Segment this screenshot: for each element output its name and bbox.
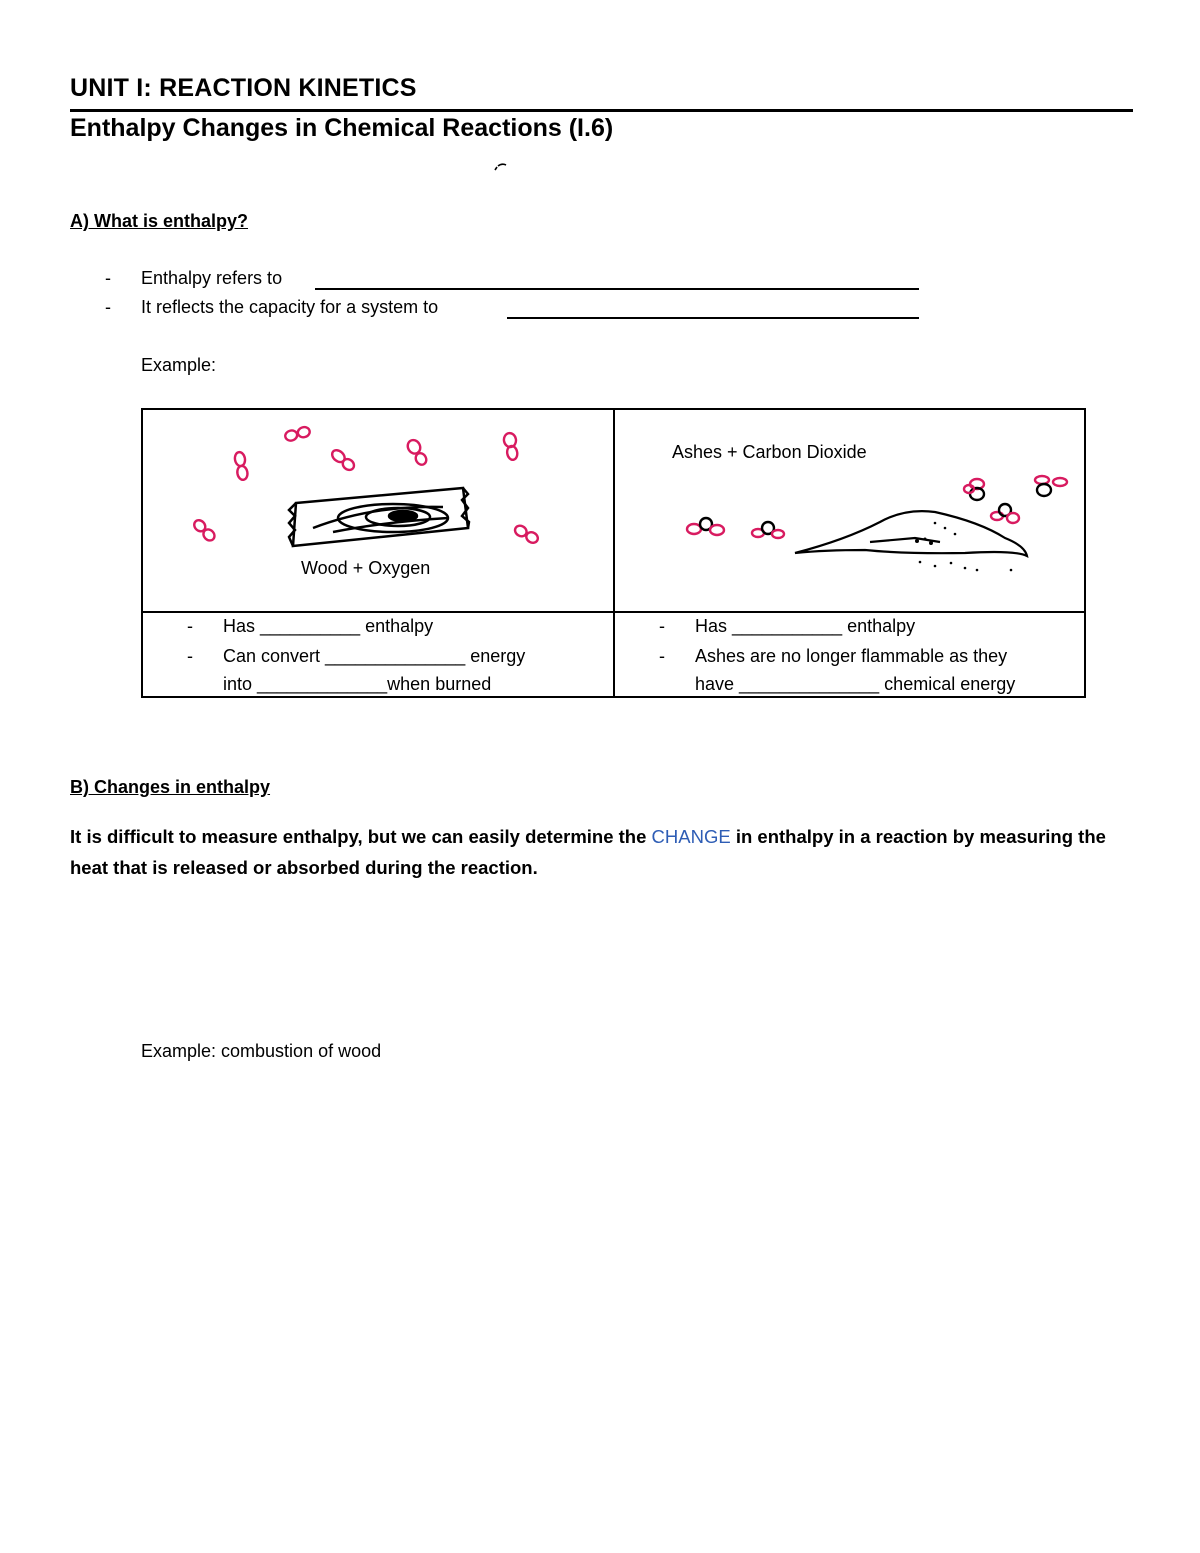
wood-oxygen-caption: Wood + Oxygen — [301, 558, 431, 578]
unit-title: UNIT I: REACTION KINETICS — [70, 74, 417, 102]
bullet-dash: - — [187, 616, 193, 636]
example-label: Example: — [141, 355, 217, 375]
fill-in-blank-line[interactable] — [507, 317, 919, 319]
capacity-text: It reflects the capacity for a system to — [141, 297, 439, 317]
co2-molecule-icons — [687, 476, 1067, 538]
title-rule — [70, 109, 1133, 112]
section-b-heading: B) Changes in enthalpy — [70, 777, 271, 797]
section-b-paragraph — [70, 821, 1130, 883]
right-chemical-energy-text: have ______________ chemical energy — [695, 674, 1016, 694]
enthalpy-refers-text: Enthalpy refers to — [141, 268, 283, 288]
section-a-heading: A) What is enthalpy? — [70, 211, 249, 231]
table-divider-horizontal — [143, 611, 1084, 613]
ashes-co2-caption: Ashes + Carbon Dioxide — [672, 442, 867, 462]
bullet-dash: - — [659, 616, 665, 636]
bullet-dash: - — [105, 297, 111, 317]
right-ashes-text: Ashes are no longer flammable as they — [695, 646, 1008, 666]
right-has-enthalpy-text: Has ___________ enthalpy — [695, 616, 916, 636]
change-highlight: CHANGE — [651, 826, 731, 847]
para-text-after: in enthalpy in a reaction by measuring the heat that is released or absorbed during the reaction. — [70, 826, 1106, 878]
left-can-convert-text: Can convert ______________ energy — [223, 646, 526, 666]
fill-in-blank-line[interactable] — [315, 288, 919, 290]
bullet-dash: - — [105, 268, 111, 288]
lesson-title: Enthalpy Changes in Chemical Reactions (I.6) — [70, 114, 614, 142]
example-table — [141, 408, 1086, 698]
combustion-example-label: Example: combustion of wood — [141, 1041, 382, 1061]
bullet-dash: - — [187, 646, 193, 666]
stray-pen-mark — [494, 162, 508, 172]
left-when-burned-text: into _____________when burned — [223, 674, 492, 694]
ash-dots — [915, 522, 1012, 572]
bullet-dash: - — [659, 646, 665, 666]
left-has-enthalpy-text: Has __________ enthalpy — [223, 616, 434, 636]
ashes-co2-drawing — [615, 410, 1086, 610]
para-text-before: It is difficult to measure enthalpy, but we can easily determine the — [70, 826, 652, 847]
wood-log-icon — [289, 488, 469, 546]
wood-oxygen-drawing — [143, 410, 613, 610]
